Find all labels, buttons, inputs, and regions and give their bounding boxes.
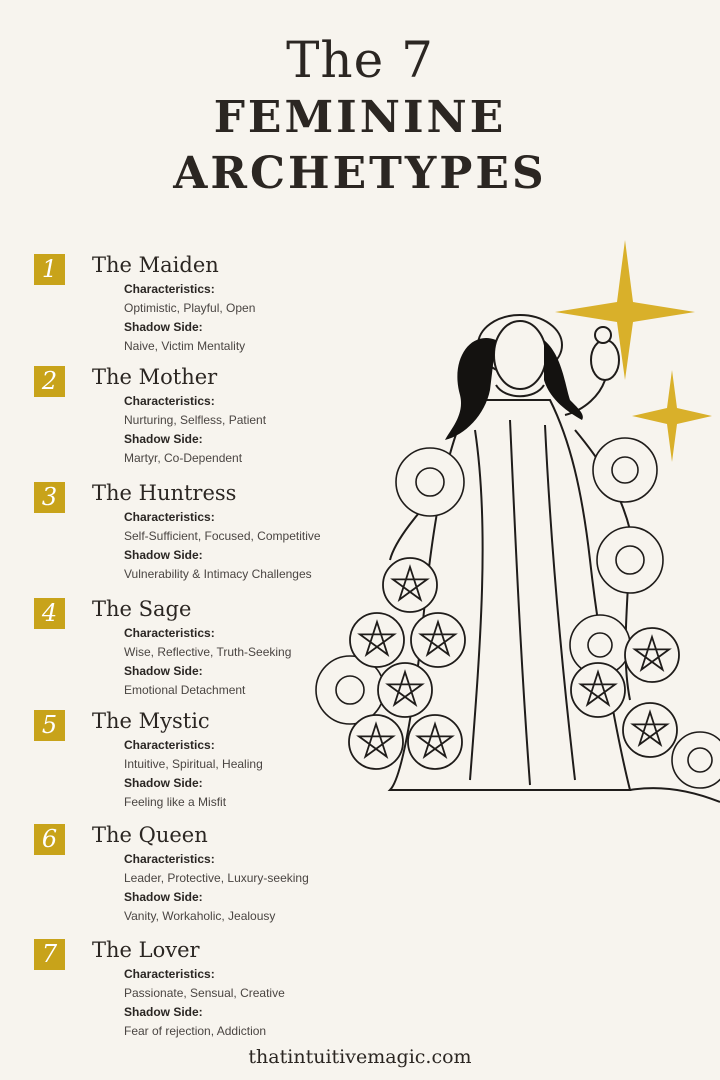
shadow-label: Shadow Side: (124, 776, 203, 790)
number-badge: 7 (34, 939, 65, 970)
characteristics-label: Characteristics: (124, 852, 215, 866)
archetype-name: The Huntress (92, 481, 237, 505)
characteristics-value: Wise, Reflective, Truth-Seeking (124, 645, 292, 659)
characteristics-label: Characteristics: (124, 394, 215, 408)
archetype-details (124, 280, 255, 356)
characteristics-label: Characteristics: (124, 282, 215, 296)
goddess-illustration (300, 230, 720, 830)
characteristics-value: Self-Sufficient, Focused, Competitive (124, 529, 321, 543)
number-badge: 1 (34, 254, 65, 285)
archetype-name: The Maiden (92, 253, 219, 277)
shadow-value: Naive, Victim Mentality (124, 339, 246, 353)
characteristics-label: Characteristics: (124, 626, 215, 640)
archetype-name: The Lover (92, 938, 200, 962)
shadow-label: Shadow Side: (124, 890, 203, 904)
characteristics-value: Nurturing, Selfless, Patient (124, 413, 267, 427)
characteristics-value: Optimistic, Playful, Open (124, 301, 256, 315)
archetype-details (124, 392, 266, 468)
shadow-label: Shadow Side: (124, 664, 203, 678)
archetype-details (124, 624, 291, 700)
characteristics-label: Characteristics: (124, 510, 215, 524)
sparkle-star-icon (555, 240, 695, 380)
number-badge: 5 (34, 710, 65, 741)
page-title (0, 30, 720, 202)
archetype-name: The Mystic (92, 709, 210, 733)
archetype-details (124, 736, 263, 812)
characteristics-value: Intuitive, Spiritual, Healing (124, 757, 263, 771)
shadow-value: Emotional Detachment (124, 683, 246, 697)
number-badge: 4 (34, 598, 65, 629)
archetype-name: The Mother (92, 365, 218, 389)
archetype-details (124, 508, 321, 584)
shadow-value: Martyr, Co-Dependent (124, 451, 243, 465)
title-line-2: FEMININE (213, 92, 507, 143)
shadow-value: Feeling like a Misfit (124, 795, 227, 809)
characteristics-value: Passionate, Sensual, Creative (124, 986, 285, 1000)
title-line-3: ARCHETYPES (173, 148, 547, 199)
shadow-value: Fear of rejection, Addiction (124, 1024, 267, 1038)
shadow-label: Shadow Side: (124, 320, 203, 334)
archetype-details (124, 965, 285, 1041)
number-badge: 2 (34, 366, 65, 397)
number-badge: 3 (34, 482, 65, 513)
title-line-1: The 7 (286, 31, 434, 89)
characteristics-label: Characteristics: (124, 967, 215, 981)
shadow-value: Vanity, Workaholic, Jealousy (124, 909, 276, 923)
shadow-label: Shadow Side: (124, 548, 203, 562)
shadow-label: Shadow Side: (124, 432, 203, 446)
shadow-value: Vulnerability & Intimacy Challenges (124, 567, 312, 581)
archetype-name: The Queen (92, 823, 208, 847)
archetype-details (124, 850, 309, 926)
characteristics-value: Leader, Protective, Luxury-seeking (124, 871, 309, 885)
characteristics-label: Characteristics: (124, 738, 215, 752)
website-footer: thatintuitivemagic.com (248, 1046, 472, 1068)
archetype-name: The Sage (92, 597, 192, 621)
number-badge: 6 (34, 824, 65, 855)
shadow-label: Shadow Side: (124, 1005, 203, 1019)
